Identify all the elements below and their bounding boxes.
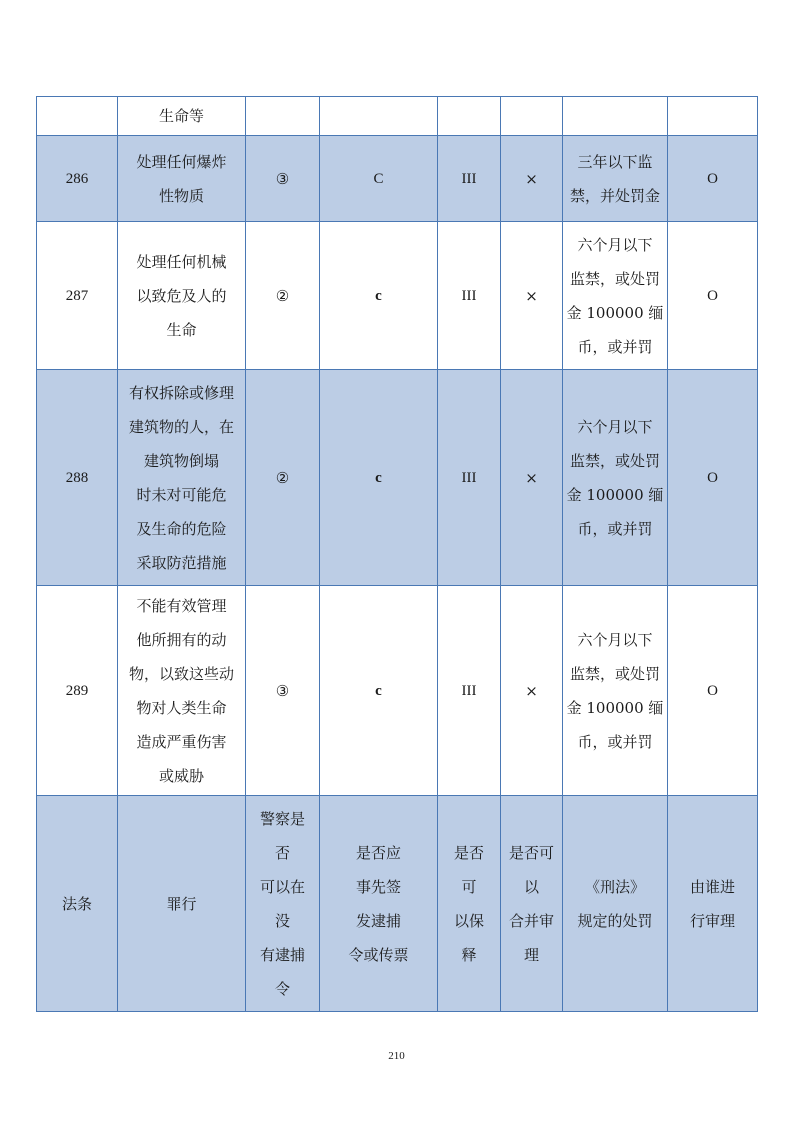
table-row [37,97,758,136]
cell-offence: 不能有效管理 他所拥有的动 物，以致这些动 物对人类生命 造成严重伤害 或威胁 [118,586,246,796]
cell-joint: × [501,586,563,796]
table-row [37,222,758,370]
cell-bail: III [438,370,501,586]
cell-offence: 处理任何机械 以致危及人的 生命 [118,222,246,370]
cell-bail: III [438,586,501,796]
cell-bail: III [438,136,501,222]
cell-bail [438,97,501,136]
header-penalty: 《刑法》 规定的处罚 [563,796,668,1012]
header-warrant: 是否应 事先签 发逮捕 令或传票 [320,796,438,1012]
cell-article: 287 [37,222,118,370]
cell-penalty: 六个月以下 监禁，或处罚 金 100000 缅 币，或并罚 [563,370,668,586]
cell-article: 286 [37,136,118,222]
cell-offence: 处理任何爆炸 性物质 [118,136,246,222]
table-row [37,370,758,586]
cell-offence: 有权拆除或修理 建筑物的人，在 建筑物倒塌 时未对可能危 及生命的危险 采取防范措施 [118,370,246,586]
cell-court [668,97,758,136]
cell-joint: × [501,136,563,222]
cell-court: O [668,370,758,586]
cell-article: 289 [37,586,118,796]
cell-court: O [668,586,758,796]
cell-arrest: ③ [246,136,320,222]
cell-joint: × [501,222,563,370]
cell-court: O [668,222,758,370]
cell-offence: 生命等 [118,97,246,136]
cell-court: O [668,136,758,222]
table-row [37,586,758,796]
cell-penalty: 六个月以下 监禁，或处罚 金 100000 缅 币，或并罚 [563,586,668,796]
cell-arrest [246,97,320,136]
cell-penalty: 六个月以下 监禁，或处罚 金 100000 缅 币，或并罚 [563,222,668,370]
cell-arrest: ③ [246,586,320,796]
cell-arrest: ② [246,370,320,586]
cell-penalty: 三年以下监 禁，并处罚金 [563,136,668,222]
cell-joint: × [501,370,563,586]
cell-warrant: c [320,370,438,586]
table-row [37,136,758,222]
header-article: 法条 [37,796,118,1012]
header-arrest: 警察是 否 可以在 没 有逮捕 令 [246,796,320,1012]
penal-code-table [36,96,758,1012]
cell-warrant: C [320,136,438,222]
cell-article: 288 [37,370,118,586]
cell-penalty [563,97,668,136]
header-offence: 罪行 [118,796,246,1012]
cell-bail: III [438,222,501,370]
cell-warrant [320,97,438,136]
table-header-row [37,796,758,1012]
header-court: 由谁进 行审理 [668,796,758,1012]
cell-arrest: ② [246,222,320,370]
page-number: 210 [388,1050,405,1062]
cell-warrant: c [320,586,438,796]
header-bail: 是否 可 以保 释 [438,796,501,1012]
cell-joint [501,97,563,136]
header-joint: 是否可 以 合并审 理 [501,796,563,1012]
cell-warrant: c [320,222,438,370]
cell-article [37,97,118,136]
